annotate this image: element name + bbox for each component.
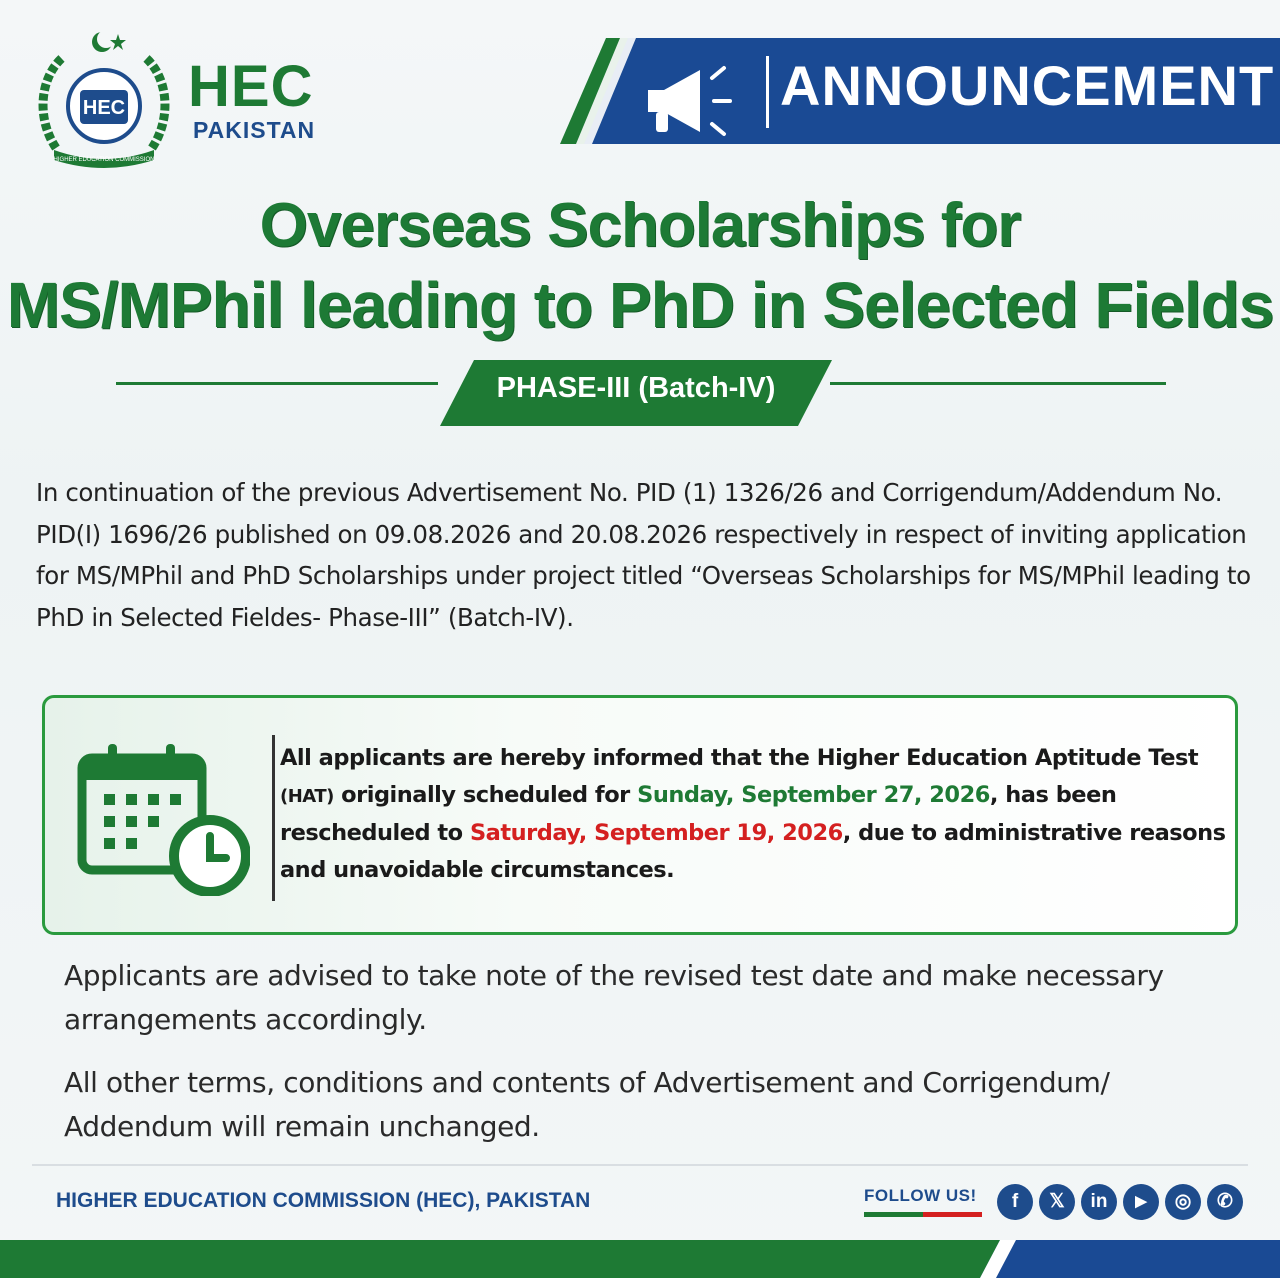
notice-text [280,740,1240,888]
bottom-color-bar [0,1240,1280,1278]
notice-part-4: , due to administrative reasons and unavoidable circumstances. [280,820,1226,883]
page-title-line-1: Overseas Scholarships for [259,191,1021,260]
intro-paragraph: In continuation of the previous Advertisement No. PID (1) 1326/26 and Corrigendum/Addendum No. PID(I) 1696/26 published on 09.08.2026 and 20.08.2026 respectively in respect of inviting application for MS/MPhil and PhD Scholarships under project titled “Overseas Scholarships for MS/MPhil leading to PhD in Selected Fieldes- Phase-III” (Batch-IV). [36,478,1251,632]
svg-text:HIGHER EDUCATION COMMISSION: HIGHER EDUCATION COMMISSION [53,157,155,163]
x-icon[interactable]: 𝕏 [1039,1184,1075,1220]
notice-part-1: All applicants are hereby informed that the Higher Education Aptitude Test [280,745,1199,771]
original-date: Sunday, September 27, 2026 [637,781,990,808]
revised-date: Saturday, September 19, 2026 [469,820,843,846]
whatsapp-icon[interactable]: ✆ [1207,1184,1243,1220]
divider-left [116,382,438,385]
page-title-line-2: MS/MPhil leading to PhD in Selected Fields [6,269,1274,341]
closing-paragraph-2: All other terms, conditions and contents of Advertisement and Corrigendum/ Addendum will remain unchanged. [64,1066,1110,1143]
follow-us-label: FOLLOW US! [864,1186,977,1205]
linkedin-icon[interactable]: in [1081,1184,1117,1220]
logo-country: PAKISTAN [193,117,316,143]
notice-divider [272,735,275,901]
phase-label: PHASE-III (Batch-IV) [496,372,776,404]
hec-emblem-logo [36,28,172,168]
instagram-icon[interactable]: ◎ [1165,1184,1201,1220]
calendar-clock-icon [74,740,250,896]
closing-paragraph-1: Applicants are advised to take note of the revised test date and make necessary arrangements accordingly. [64,959,1164,1036]
announcement-label: ANNOUNCEMENT [780,54,1275,117]
divider-right [830,382,1166,385]
hat-abbreviation: (HAT) [280,785,334,807]
logo-wordmark: HEC [188,54,314,119]
youtube-icon[interactable]: ▶ [1123,1184,1159,1220]
follow-underline [864,1212,982,1217]
notice-part-3: , has been rescheduled to [280,781,1117,846]
notice-part-2: originally scheduled for [333,781,638,808]
footer-divider [32,1164,1248,1166]
facebook-icon[interactable]: f [997,1184,1033,1220]
svg-text:HEC: HEC [82,97,126,119]
footer-organization: HIGHER EDUCATION COMMISSION (HEC), PAKISTAN [56,1189,591,1212]
